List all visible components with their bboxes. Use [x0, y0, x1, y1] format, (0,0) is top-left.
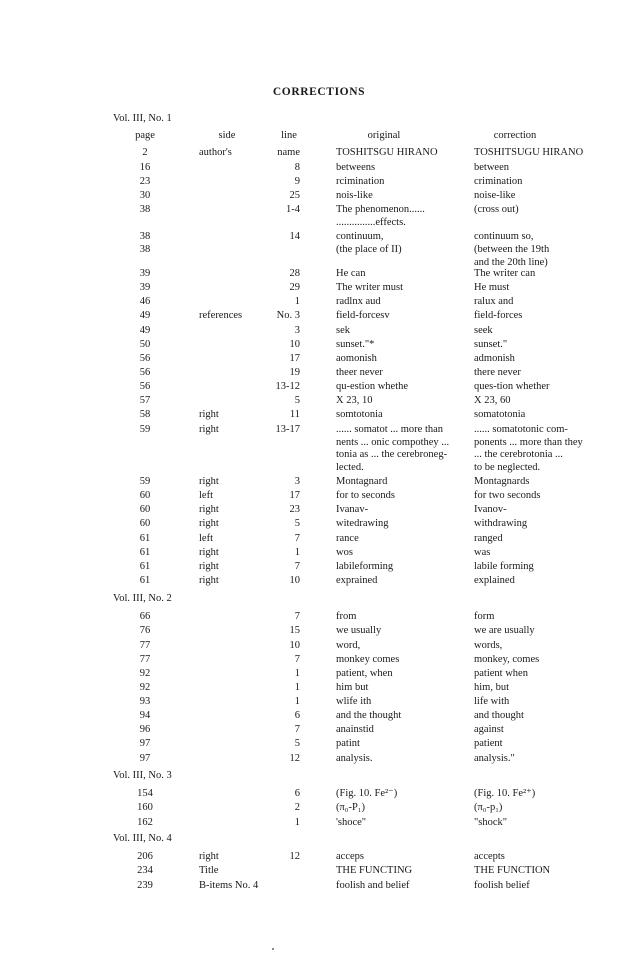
cell-line: 29: [289, 282, 300, 293]
cell-line: 10: [289, 640, 300, 651]
header-correction: correction: [493, 130, 537, 141]
cell-page: 206: [137, 851, 153, 862]
cell-page: 60: [139, 504, 151, 515]
cell-line: 7: [294, 561, 300, 572]
cell-original: somtotonia: [336, 409, 383, 420]
cell-line: 9: [294, 176, 300, 187]
cell-page: 76: [139, 625, 151, 636]
cell-original: wlife ith: [336, 696, 372, 707]
cell-line: 28: [289, 268, 300, 279]
cell-original: acceps: [336, 851, 364, 862]
cell-correction: foolish belief: [474, 880, 530, 891]
cell-correction: The writer can: [474, 268, 536, 279]
cell-original: for to seconds: [336, 490, 395, 501]
cell-original: we usually: [336, 625, 382, 636]
cell-side: right: [199, 476, 219, 487]
cell-correction: continuum so,: [474, 231, 534, 242]
cell-side: right: [199, 561, 219, 572]
cell-original: aomonish: [336, 353, 377, 364]
cell-original: theer never: [336, 367, 383, 378]
cell-line: 6: [294, 788, 300, 799]
cell-original: (π₀-P₁): [336, 802, 365, 813]
header-side: side: [218, 130, 236, 141]
cell-correction: "shock": [474, 817, 508, 828]
cell-correction: words,: [474, 640, 503, 651]
cell-correction: against: [474, 724, 504, 735]
cell-correction: THE FUNCTION: [474, 865, 551, 876]
cell-line: No. 3: [276, 310, 300, 321]
cell-page: 77: [139, 640, 151, 651]
cell-original: betweens: [336, 162, 376, 173]
cell-original: him but: [336, 682, 369, 693]
cell-page: 49: [139, 310, 151, 321]
cell-page: 59: [139, 476, 151, 487]
cell-line: 12: [289, 851, 300, 862]
cell-page: 239: [137, 880, 153, 891]
cell-page: 92: [139, 682, 151, 693]
cell-line: 7: [294, 724, 300, 735]
cell-line: 12: [289, 753, 300, 764]
cell-page: 61: [139, 533, 151, 544]
cell-original: rance: [336, 533, 359, 544]
cell-correction: Ivanov-: [474, 504, 507, 515]
cell-original: wos: [336, 547, 353, 558]
cell-correction: sunset.": [474, 339, 508, 350]
cell-original: ...... somatot ... more than nents ... onic compothey ... tonia as ... the cerebroneg- lected.: [336, 424, 450, 473]
cell-correction: crimination: [474, 176, 523, 187]
volume-label: Vol. III, No. 4: [113, 833, 172, 844]
cell-correction: somatotonia: [474, 409, 526, 420]
cell-line: 7: [294, 654, 300, 665]
cell-page: 56: [139, 367, 151, 378]
cell-line: 13-12: [275, 381, 300, 392]
cell-side: right: [199, 504, 219, 515]
cell-line: 3: [294, 325, 300, 336]
cell-correction: there never: [474, 367, 521, 378]
cell-correction: patient: [474, 738, 503, 749]
cell-line: 11: [289, 409, 300, 420]
cell-correction: (π₀-p₁): [474, 802, 503, 813]
cell-line: 1: [294, 547, 300, 558]
cell-correction: labile forming: [474, 561, 534, 572]
cell-page: 59: [139, 424, 151, 435]
cell-correction: life with: [474, 696, 510, 707]
cell-correction: and thought: [474, 710, 524, 721]
cell-original: Montagnard: [336, 476, 388, 487]
cell-original: THE FUNCTING: [336, 865, 413, 876]
cell-original: TOSHITSGU HIRANO: [336, 147, 438, 158]
cell-page: 2: [142, 147, 148, 158]
cell-page: 97: [139, 738, 151, 749]
cell-line: 1: [294, 682, 300, 693]
cell-correction: explained: [474, 575, 515, 586]
cell-line: 5: [294, 518, 300, 529]
cell-page: 160: [137, 802, 153, 813]
cell-correction: monkey, comes: [474, 654, 540, 665]
cell-side: author's: [199, 147, 232, 158]
cell-line: 7: [294, 611, 300, 622]
ink-speck: [272, 948, 274, 950]
cell-page: 38: [139, 231, 151, 242]
cell-line: 8: [294, 162, 300, 173]
cell-correction: (Fig. 10. Fe²⁺): [474, 788, 536, 799]
volume-label: Vol. III, No. 1: [113, 113, 172, 124]
cell-original: patient, when: [336, 668, 393, 679]
cell-original: patint: [336, 738, 360, 749]
cell-correction: He must: [474, 282, 510, 293]
cell-line: 1: [294, 668, 300, 679]
cell-line: name: [277, 147, 300, 158]
cell-page: 46: [139, 296, 151, 307]
cell-original: The writer must: [336, 282, 404, 293]
cell-line: 15: [289, 625, 300, 636]
cell-page: 154: [137, 788, 153, 799]
cell-line: 10: [289, 339, 300, 350]
cell-original: rcimination: [336, 176, 385, 187]
cell-correction: admonish: [474, 353, 515, 364]
cell-line: 13-17: [275, 424, 300, 435]
cell-correction: between: [474, 162, 509, 173]
cell-page: 50: [139, 339, 151, 350]
cell-side: references: [199, 310, 243, 321]
cell-page: 92: [139, 668, 151, 679]
cell-line: 3: [294, 476, 300, 487]
cell-page: 30: [139, 190, 151, 201]
cell-line: 19: [289, 367, 300, 378]
cell-correction: (cross out): [474, 204, 519, 215]
cell-page: 60: [139, 490, 151, 501]
cell-correction: ralux and: [474, 296, 514, 307]
cell-side: left: [199, 533, 213, 544]
cell-side: right: [199, 518, 219, 529]
cell-original: sek: [336, 325, 350, 336]
cell-original: witedrawing: [336, 518, 389, 529]
cell-original: labileforming: [336, 561, 394, 572]
cell-correction: for two seconds: [474, 490, 541, 501]
cell-original: (Fig. 10. Fe²⁻): [336, 788, 398, 799]
cell-original: and the thought: [336, 710, 402, 721]
cell-page: 57: [139, 395, 151, 406]
cell-original: He can: [336, 268, 366, 279]
cell-original: monkey comes: [336, 654, 400, 665]
cell-line: 1: [294, 296, 300, 307]
cell-line: 23: [289, 504, 300, 515]
cell-side: Title: [199, 865, 219, 876]
cell-line: 5: [294, 395, 300, 406]
cell-original: field-forcesv: [336, 310, 390, 321]
cell-original: word,: [336, 640, 361, 651]
cell-line: 1: [294, 817, 300, 828]
cell-correction: field-forces: [474, 310, 523, 321]
cell-correction: TOSHITSUGU HIRANO: [474, 147, 584, 158]
cell-side: B-items No. 4: [199, 880, 259, 891]
cell-page: 162: [137, 817, 153, 828]
cell-original: qu-estion whethe: [336, 381, 409, 392]
cell-original: radlnx aud: [336, 296, 381, 307]
cell-line: 10: [289, 575, 300, 586]
cell-original: The phenomenon...... ...............effects.: [336, 204, 425, 228]
cell-page: 23: [139, 176, 151, 187]
cell-correction: ques-tion whether: [474, 381, 550, 392]
cell-page: 56: [139, 381, 151, 392]
cell-line: 5: [294, 738, 300, 749]
header-original: original: [367, 130, 401, 141]
cell-original: Ivanav-: [336, 504, 369, 515]
page-title: CORRECTIONS: [272, 86, 366, 98]
cell-page: 38: [139, 244, 151, 255]
cell-line: 7: [294, 533, 300, 544]
cell-page: 16: [139, 162, 151, 173]
cell-correction: seek: [474, 325, 493, 336]
cell-page: 61: [139, 561, 151, 572]
cell-page: 234: [137, 865, 153, 876]
cell-original: foolish and belief: [336, 880, 410, 891]
cell-line: 1-4: [286, 204, 300, 215]
cell-page: 66: [139, 611, 151, 622]
cell-side: right: [199, 547, 219, 558]
header-line: line: [281, 130, 297, 141]
cell-page: 56: [139, 353, 151, 364]
cell-original: analysis.: [336, 753, 373, 764]
volume-label: Vol. III, No. 3: [113, 770, 172, 781]
cell-line: 14: [289, 231, 300, 242]
cell-original: exprained: [336, 575, 378, 586]
cell-original: continuum,: [336, 231, 384, 242]
cell-correction: form: [474, 611, 495, 622]
cell-correction: analysis.": [474, 753, 515, 764]
cell-line: 25: [289, 190, 300, 201]
cell-correction: accepts: [474, 851, 505, 862]
cell-side: right: [199, 409, 219, 420]
cell-correction: ...... somatotonic com- ponents ... more than they ... the cerebrotonia ... to be neglected.: [474, 424, 583, 473]
cell-page: 39: [139, 282, 151, 293]
cell-page: 49: [139, 325, 151, 336]
cell-side: right: [199, 851, 219, 862]
cell-correction: Montagnards: [474, 476, 530, 487]
cell-page: 38: [139, 204, 151, 215]
cell-page: 96: [139, 724, 151, 735]
cell-correction: X 23, 60: [474, 395, 511, 406]
cell-side: left: [199, 490, 213, 501]
cell-line: 17: [289, 353, 300, 364]
cell-line: 1: [294, 696, 300, 707]
cell-correction: noise-like: [474, 190, 516, 201]
cell-page: 93: [139, 696, 151, 707]
cell-correction: him, but: [474, 682, 510, 693]
cell-original: 'shoce": [336, 817, 367, 828]
cell-original: from: [336, 611, 357, 622]
cell-side: right: [199, 424, 219, 435]
cell-original: nois-like: [336, 190, 373, 201]
cell-correction: was: [474, 547, 491, 558]
cell-page: 97: [139, 753, 151, 764]
cell-correction: ranged: [474, 533, 503, 544]
cell-correction: we are usually: [474, 625, 535, 636]
cell-line: 6: [294, 710, 300, 721]
cell-correction: patient when: [474, 668, 528, 679]
volume-label: Vol. III, No. 2: [113, 593, 172, 604]
cell-original: (the place of II): [336, 244, 402, 255]
header-page: page: [135, 130, 155, 141]
cell-line: 2: [294, 802, 300, 813]
cell-page: 61: [139, 575, 151, 586]
cell-page: 60: [139, 518, 151, 529]
cell-line: 17: [289, 490, 300, 501]
cell-page: 94: [139, 710, 151, 721]
cell-page: 39: [139, 268, 151, 279]
cell-original: sunset."*: [336, 339, 375, 350]
cell-page: 58: [139, 409, 151, 420]
cell-original: anainstid: [336, 724, 374, 735]
cell-correction: (between the 19th and the 20th line): [474, 244, 550, 268]
cell-page: 61: [139, 547, 151, 558]
cell-original: X 23, 10: [336, 395, 373, 406]
cell-page: 77: [139, 654, 151, 665]
cell-correction: withdrawing: [474, 518, 528, 529]
cell-side: right: [199, 575, 219, 586]
